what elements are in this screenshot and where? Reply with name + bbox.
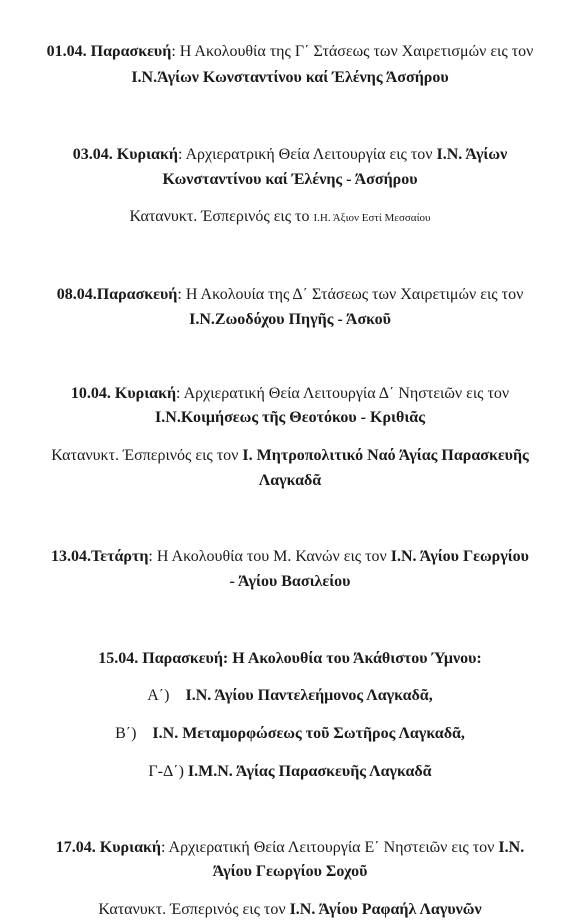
entry-4-vespers — [0, 444, 580, 468]
entry-7-line-1 — [0, 836, 580, 860]
entry-date: 17.04. Κυριακή — [55, 839, 161, 856]
entry-1-line-1 — [0, 40, 580, 64]
entry-6-item-2 — [0, 722, 580, 746]
entry-4-line-1 — [0, 382, 580, 406]
entry-text: : Αρχιερατική Θεία Λειτουργία Ε΄ Νηστειῶν εις τον — [160, 839, 499, 856]
entry-3-place: Ι.Ν.Ζωοδόχου Πηγῆς - Άσκοῦ — [189, 311, 391, 328]
vespers-text: Κατανυκτ. Έσπερινός εις τον — [51, 447, 243, 464]
entry-date: 03.04. Κυριακή — [72, 146, 178, 163]
entry-text: : Αρχιερατρική Θεία Λειτουργία εις τον — [177, 146, 437, 163]
entry-date: 01.04. Παρασκευή — [46, 43, 172, 60]
entry-place: Ι.Ν. Άγίου Γεωργίου — [390, 548, 529, 565]
item-label: Α΄) — [147, 687, 170, 704]
entry-5-line-1 — [0, 545, 580, 569]
entry-1-place: Ι.Ν.Άγίων Κωνσταντίνου καί Έλένης Άσσήρου — [131, 69, 449, 86]
item-label: Β΄) — [115, 725, 137, 742]
entry-text: : Η Ακολουθία της Γ΄ Στάσεως των Χαιρετισμών εις τον — [171, 43, 534, 60]
item-place: Ι.Ν. Μεταμορφώσεως τοῦ Σωτῆρος Λαγκαδᾶ, — [152, 725, 465, 742]
vespers-text: Κατανυκτ. Έσπερινός εις το — [129, 208, 314, 225]
vespers-place: Ι.Ν. Άγίου Ραφαήλ Λαγυνῶν — [289, 901, 482, 918]
entry-2-vespers — [0, 205, 570, 230]
entry-6-item-1 — [0, 684, 580, 708]
entry-7-place: Άγίου Γεωργίου Σοχοῦ — [212, 863, 368, 880]
entry-6-heading: 15.04. Παρασκευή: Η Ακολουθία του Άκάθιστου Ύμνου: — [98, 650, 482, 667]
vespers-place: Ι.Η. Άξιον Εστί Μεσσαίου — [313, 212, 431, 224]
item-label: Γ-Δ΄) — [148, 763, 184, 780]
entry-2-line-1 — [0, 143, 580, 167]
entry-4-place: Ι.Ν.Κοιμήσεως τῆς Θεοτόκου - Κριθιᾶς — [155, 409, 425, 426]
entry-date: 08.04.Παρασκευή — [56, 286, 178, 303]
entry-place: Ι.Ν. — [498, 839, 525, 856]
item-place: Ι.Ν. Άγίου Παντελεήμονος Λαγκαδᾶ, — [185, 687, 433, 704]
entry-2-place: Κωνσταντίνου καί Έλένης - Άσσήρου — [162, 171, 418, 188]
entry-5-place: - Άγίου Βασιλείου — [229, 573, 351, 590]
item-place: Ι.Μ.Ν. Άγίας Παρασκευῆς Λαγκαδᾶ — [187, 763, 432, 780]
entry-text: : Η Ακολουθία του Μ. Κανών εις τον — [148, 548, 391, 565]
entry-6-item-3 — [0, 760, 580, 784]
entry-date: 13.04.Τετάρτη — [51, 548, 149, 565]
entry-place: Ι.Ν. Άγίων — [436, 146, 508, 163]
entry-text: : Η Ακολουία της Δ΄ Στάσεως των Χαιρετιμών εις τον — [177, 286, 524, 303]
vespers-place: Ι. Μητροπολιτικό Ναό Άγίας Παρασκευῆς — [242, 447, 529, 464]
entry-4-vespers-place-2: Λαγκαδᾶ — [258, 472, 322, 489]
entry-text: : Αρχιερατική Θεία Λειτουργία Δ΄ Νηστειῶν εις τον — [176, 385, 510, 402]
entry-3-line-1 — [0, 283, 580, 307]
vespers-text: Κατανυκτ. Έσπερινός εις τον — [98, 901, 290, 918]
entry-7-vespers — [0, 898, 580, 922]
entry-date: 10.04. Κυριακή — [70, 385, 177, 402]
